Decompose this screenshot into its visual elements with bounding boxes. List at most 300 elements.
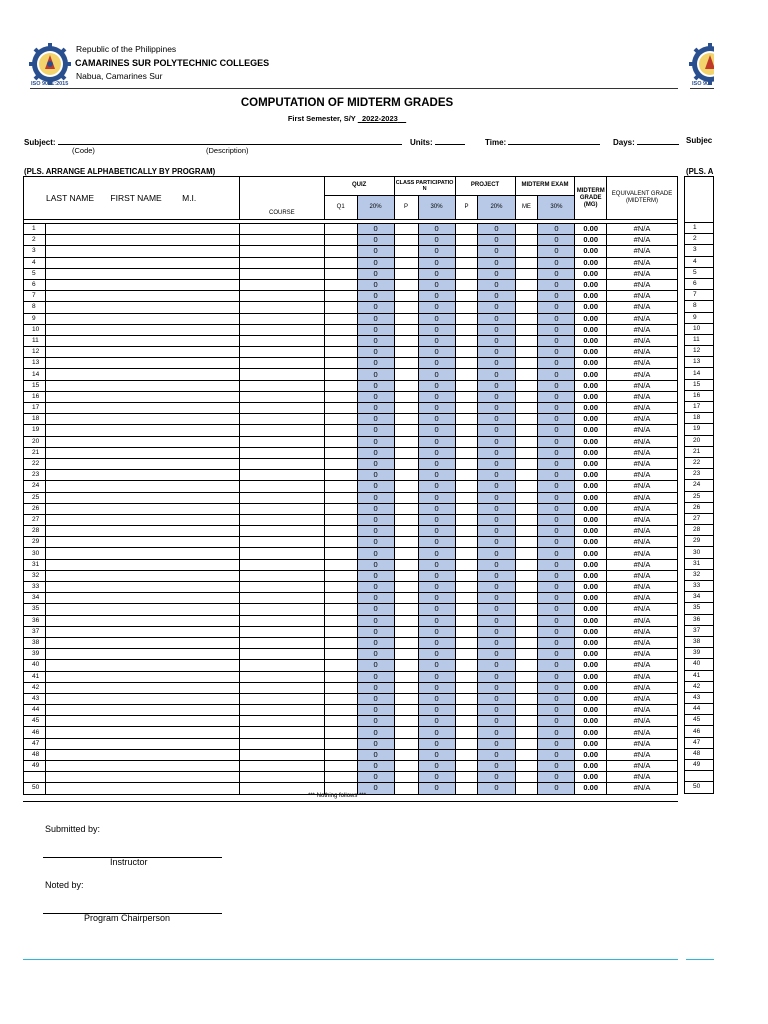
q1-cell[interactable] xyxy=(324,761,357,772)
name-cell[interactable] xyxy=(45,313,239,324)
exam-cell[interactable] xyxy=(515,380,538,391)
participation-cell[interactable] xyxy=(394,324,418,335)
name-cell[interactable] xyxy=(45,447,239,458)
q1-cell[interactable] xyxy=(324,559,357,570)
q1-cell[interactable] xyxy=(324,324,357,335)
participation-cell[interactable] xyxy=(394,369,418,380)
project-cell[interactable] xyxy=(455,705,478,716)
name-cell[interactable] xyxy=(45,761,239,772)
name-cell[interactable] xyxy=(45,470,239,481)
name-cell[interactable] xyxy=(45,783,239,794)
name-cell[interactable] xyxy=(45,604,239,615)
project-cell[interactable] xyxy=(455,783,478,794)
course-cell[interactable] xyxy=(239,235,324,246)
exam-cell[interactable] xyxy=(515,481,538,492)
name-cell[interactable] xyxy=(45,224,239,235)
name-cell[interactable] xyxy=(45,380,239,391)
project-cell[interactable] xyxy=(455,615,478,626)
name-cell[interactable] xyxy=(45,436,239,447)
course-cell[interactable] xyxy=(239,268,324,279)
course-cell[interactable] xyxy=(239,391,324,402)
course-cell[interactable] xyxy=(239,403,324,414)
course-cell[interactable] xyxy=(239,447,324,458)
project-cell[interactable] xyxy=(455,537,478,548)
participation-cell[interactable] xyxy=(394,604,418,615)
project-cell[interactable] xyxy=(455,335,478,346)
course-cell[interactable] xyxy=(239,414,324,425)
exam-cell[interactable] xyxy=(515,391,538,402)
exam-cell[interactable] xyxy=(515,649,538,660)
exam-cell[interactable] xyxy=(515,235,538,246)
q1-cell[interactable] xyxy=(324,492,357,503)
participation-cell[interactable] xyxy=(394,291,418,302)
course-cell[interactable] xyxy=(239,582,324,593)
name-cell[interactable] xyxy=(45,403,239,414)
q1-cell[interactable] xyxy=(324,470,357,481)
participation-cell[interactable] xyxy=(394,391,418,402)
name-cell[interactable] xyxy=(45,593,239,604)
course-cell[interactable] xyxy=(239,492,324,503)
name-cell[interactable] xyxy=(45,705,239,716)
project-cell[interactable] xyxy=(455,727,478,738)
name-cell[interactable] xyxy=(45,492,239,503)
course-cell[interactable] xyxy=(239,302,324,313)
exam-cell[interactable] xyxy=(515,335,538,346)
q1-cell[interactable] xyxy=(324,526,357,537)
participation-cell[interactable] xyxy=(394,458,418,469)
participation-cell[interactable] xyxy=(394,593,418,604)
exam-cell[interactable] xyxy=(515,526,538,537)
course-cell[interactable] xyxy=(239,626,324,637)
exam-cell[interactable] xyxy=(515,604,538,615)
participation-cell[interactable] xyxy=(394,727,418,738)
q1-cell[interactable] xyxy=(324,514,357,525)
course-cell[interactable] xyxy=(239,436,324,447)
project-cell[interactable] xyxy=(455,514,478,525)
course-cell[interactable] xyxy=(239,313,324,324)
course-cell[interactable] xyxy=(239,257,324,268)
project-cell[interactable] xyxy=(455,324,478,335)
participation-cell[interactable] xyxy=(394,425,418,436)
project-cell[interactable] xyxy=(455,749,478,760)
exam-cell[interactable] xyxy=(515,414,538,425)
project-cell[interactable] xyxy=(455,693,478,704)
q1-cell[interactable] xyxy=(324,671,357,682)
name-cell[interactable] xyxy=(45,582,239,593)
name-cell[interactable] xyxy=(45,749,239,760)
name-cell[interactable] xyxy=(45,660,239,671)
participation-cell[interactable] xyxy=(394,749,418,760)
exam-cell[interactable] xyxy=(515,347,538,358)
q1-cell[interactable] xyxy=(324,481,357,492)
participation-cell[interactable] xyxy=(394,559,418,570)
q1-cell[interactable] xyxy=(324,604,357,615)
q1-cell[interactable] xyxy=(324,425,357,436)
exam-cell[interactable] xyxy=(515,637,538,648)
project-cell[interactable] xyxy=(455,660,478,671)
course-cell[interactable] xyxy=(239,727,324,738)
exam-cell[interactable] xyxy=(515,492,538,503)
exam-cell[interactable] xyxy=(515,257,538,268)
participation-cell[interactable] xyxy=(394,526,418,537)
project-cell[interactable] xyxy=(455,313,478,324)
exam-cell[interactable] xyxy=(515,291,538,302)
project-cell[interactable] xyxy=(455,492,478,503)
course-cell[interactable] xyxy=(239,335,324,346)
participation-cell[interactable] xyxy=(394,772,418,783)
q1-cell[interactable] xyxy=(324,570,357,581)
course-cell[interactable] xyxy=(239,503,324,514)
participation-cell[interactable] xyxy=(394,470,418,481)
name-cell[interactable] xyxy=(45,279,239,290)
project-cell[interactable] xyxy=(455,391,478,402)
q1-cell[interactable] xyxy=(324,682,357,693)
participation-cell[interactable] xyxy=(394,235,418,246)
project-cell[interactable] xyxy=(455,257,478,268)
project-cell[interactable] xyxy=(455,481,478,492)
q1-cell[interactable] xyxy=(324,716,357,727)
project-cell[interactable] xyxy=(455,268,478,279)
q1-cell[interactable] xyxy=(324,649,357,660)
course-cell[interactable] xyxy=(239,570,324,581)
exam-cell[interactable] xyxy=(515,772,538,783)
name-cell[interactable] xyxy=(45,626,239,637)
exam-cell[interactable] xyxy=(515,738,538,749)
exam-cell[interactable] xyxy=(515,447,538,458)
name-cell[interactable] xyxy=(45,682,239,693)
name-cell[interactable] xyxy=(45,324,239,335)
q1-cell[interactable] xyxy=(324,235,357,246)
project-cell[interactable] xyxy=(455,302,478,313)
exam-cell[interactable] xyxy=(515,749,538,760)
course-cell[interactable] xyxy=(239,347,324,358)
name-cell[interactable] xyxy=(45,514,239,525)
participation-cell[interactable] xyxy=(394,570,418,581)
q1-cell[interactable] xyxy=(324,582,357,593)
participation-cell[interactable] xyxy=(394,537,418,548)
exam-cell[interactable] xyxy=(515,458,538,469)
project-cell[interactable] xyxy=(455,224,478,235)
exam-cell[interactable] xyxy=(515,279,538,290)
exam-cell[interactable] xyxy=(515,593,538,604)
course-cell[interactable] xyxy=(239,637,324,648)
course-cell[interactable] xyxy=(239,537,324,548)
exam-cell[interactable] xyxy=(515,727,538,738)
participation-cell[interactable] xyxy=(394,693,418,704)
course-cell[interactable] xyxy=(239,604,324,615)
q1-cell[interactable] xyxy=(324,224,357,235)
name-cell[interactable] xyxy=(45,414,239,425)
exam-cell[interactable] xyxy=(515,302,538,313)
project-cell[interactable] xyxy=(455,716,478,727)
q1-cell[interactable] xyxy=(324,335,357,346)
name-cell[interactable] xyxy=(45,503,239,514)
project-cell[interactable] xyxy=(455,593,478,604)
exam-cell[interactable] xyxy=(515,403,538,414)
project-cell[interactable] xyxy=(455,738,478,749)
q1-cell[interactable] xyxy=(324,705,357,716)
participation-cell[interactable] xyxy=(394,492,418,503)
q1-cell[interactable] xyxy=(324,727,357,738)
course-cell[interactable] xyxy=(239,470,324,481)
project-cell[interactable] xyxy=(455,414,478,425)
course-cell[interactable] xyxy=(239,526,324,537)
q1-cell[interactable] xyxy=(324,593,357,604)
participation-cell[interactable] xyxy=(394,761,418,772)
exam-cell[interactable] xyxy=(515,369,538,380)
name-cell[interactable] xyxy=(45,347,239,358)
course-cell[interactable] xyxy=(239,358,324,369)
participation-cell[interactable] xyxy=(394,436,418,447)
days-field[interactable] xyxy=(613,136,679,147)
participation-cell[interactable] xyxy=(394,358,418,369)
name-cell[interactable] xyxy=(45,335,239,346)
participation-cell[interactable] xyxy=(394,503,418,514)
course-cell[interactable] xyxy=(239,693,324,704)
q1-cell[interactable] xyxy=(324,447,357,458)
name-cell[interactable] xyxy=(45,615,239,626)
q1-cell[interactable] xyxy=(324,436,357,447)
exam-cell[interactable] xyxy=(515,761,538,772)
name-cell[interactable] xyxy=(45,738,239,749)
name-cell[interactable] xyxy=(45,526,239,537)
participation-cell[interactable] xyxy=(394,335,418,346)
q1-cell[interactable] xyxy=(324,291,357,302)
q1-cell[interactable] xyxy=(324,414,357,425)
project-cell[interactable] xyxy=(455,458,478,469)
participation-cell[interactable] xyxy=(394,716,418,727)
participation-cell[interactable] xyxy=(394,548,418,559)
name-cell[interactable] xyxy=(45,458,239,469)
exam-cell[interactable] xyxy=(515,615,538,626)
exam-cell[interactable] xyxy=(515,660,538,671)
exam-cell[interactable] xyxy=(515,716,538,727)
course-cell[interactable] xyxy=(239,716,324,727)
name-cell[interactable] xyxy=(45,257,239,268)
q1-cell[interactable] xyxy=(324,369,357,380)
q1-cell[interactable] xyxy=(324,749,357,760)
project-cell[interactable] xyxy=(455,369,478,380)
course-cell[interactable] xyxy=(239,481,324,492)
participation-cell[interactable] xyxy=(394,447,418,458)
q1-cell[interactable] xyxy=(324,246,357,257)
project-cell[interactable] xyxy=(455,604,478,615)
project-cell[interactable] xyxy=(455,671,478,682)
exam-cell[interactable] xyxy=(515,358,538,369)
name-cell[interactable] xyxy=(45,671,239,682)
q1-cell[interactable] xyxy=(324,615,357,626)
exam-cell[interactable] xyxy=(515,268,538,279)
participation-cell[interactable] xyxy=(394,682,418,693)
exam-cell[interactable] xyxy=(515,570,538,581)
name-cell[interactable] xyxy=(45,302,239,313)
q1-cell[interactable] xyxy=(324,637,357,648)
project-cell[interactable] xyxy=(455,279,478,290)
days-blank[interactable] xyxy=(637,136,679,145)
q1-cell[interactable] xyxy=(324,358,357,369)
project-cell[interactable] xyxy=(455,470,478,481)
course-cell[interactable] xyxy=(239,224,324,235)
project-cell[interactable] xyxy=(455,526,478,537)
q1-cell[interactable] xyxy=(324,503,357,514)
exam-cell[interactable] xyxy=(515,425,538,436)
project-cell[interactable] xyxy=(455,436,478,447)
participation-cell[interactable] xyxy=(394,246,418,257)
project-cell[interactable] xyxy=(455,761,478,772)
name-cell[interactable] xyxy=(45,693,239,704)
participation-cell[interactable] xyxy=(394,582,418,593)
participation-cell[interactable] xyxy=(394,302,418,313)
course-cell[interactable] xyxy=(239,324,324,335)
project-cell[interactable] xyxy=(455,559,478,570)
project-cell[interactable] xyxy=(455,447,478,458)
q1-cell[interactable] xyxy=(324,626,357,637)
exam-cell[interactable] xyxy=(515,783,538,794)
project-cell[interactable] xyxy=(455,682,478,693)
name-cell[interactable] xyxy=(45,727,239,738)
exam-cell[interactable] xyxy=(515,626,538,637)
name-cell[interactable] xyxy=(45,570,239,581)
course-cell[interactable] xyxy=(239,593,324,604)
name-cell[interactable] xyxy=(45,369,239,380)
course-cell[interactable] xyxy=(239,705,324,716)
course-cell[interactable] xyxy=(239,649,324,660)
exam-cell[interactable] xyxy=(515,324,538,335)
exam-cell[interactable] xyxy=(515,470,538,481)
units-blank[interactable] xyxy=(435,136,465,145)
exam-cell[interactable] xyxy=(515,537,538,548)
project-cell[interactable] xyxy=(455,347,478,358)
q1-cell[interactable] xyxy=(324,660,357,671)
time-blank[interactable] xyxy=(508,136,600,145)
name-cell[interactable] xyxy=(45,246,239,257)
name-cell[interactable] xyxy=(45,268,239,279)
units-field[interactable] xyxy=(410,136,465,147)
course-cell[interactable] xyxy=(239,671,324,682)
project-cell[interactable] xyxy=(455,425,478,436)
project-cell[interactable] xyxy=(455,235,478,246)
project-cell[interactable] xyxy=(455,403,478,414)
exam-cell[interactable] xyxy=(515,705,538,716)
q1-cell[interactable] xyxy=(324,268,357,279)
participation-cell[interactable] xyxy=(394,279,418,290)
project-cell[interactable] xyxy=(455,291,478,302)
course-cell[interactable] xyxy=(239,369,324,380)
project-cell[interactable] xyxy=(455,772,478,783)
participation-cell[interactable] xyxy=(394,660,418,671)
course-cell[interactable] xyxy=(239,761,324,772)
name-cell[interactable] xyxy=(45,358,239,369)
name-cell[interactable] xyxy=(45,291,239,302)
participation-cell[interactable] xyxy=(394,268,418,279)
course-cell[interactable] xyxy=(239,660,324,671)
q1-cell[interactable] xyxy=(324,693,357,704)
exam-cell[interactable] xyxy=(515,682,538,693)
name-cell[interactable] xyxy=(45,716,239,727)
participation-cell[interactable] xyxy=(394,637,418,648)
project-cell[interactable] xyxy=(455,503,478,514)
course-cell[interactable] xyxy=(239,291,324,302)
course-cell[interactable] xyxy=(239,772,324,783)
exam-cell[interactable] xyxy=(515,503,538,514)
exam-cell[interactable] xyxy=(515,671,538,682)
course-cell[interactable] xyxy=(239,682,324,693)
q1-cell[interactable] xyxy=(324,458,357,469)
subject-blank[interactable] xyxy=(58,136,402,145)
q1-cell[interactable] xyxy=(324,313,357,324)
exam-cell[interactable] xyxy=(515,559,538,570)
project-cell[interactable] xyxy=(455,582,478,593)
name-cell[interactable] xyxy=(45,235,239,246)
course-cell[interactable] xyxy=(239,548,324,559)
exam-cell[interactable] xyxy=(515,436,538,447)
participation-cell[interactable] xyxy=(394,626,418,637)
name-cell[interactable] xyxy=(45,548,239,559)
participation-cell[interactable] xyxy=(394,615,418,626)
participation-cell[interactable] xyxy=(394,414,418,425)
participation-cell[interactable] xyxy=(394,738,418,749)
project-cell[interactable] xyxy=(455,380,478,391)
time-field[interactable] xyxy=(485,136,600,147)
course-cell[interactable] xyxy=(239,738,324,749)
exam-cell[interactable] xyxy=(515,246,538,257)
participation-cell[interactable] xyxy=(394,380,418,391)
exam-cell[interactable] xyxy=(515,693,538,704)
name-cell[interactable] xyxy=(45,537,239,548)
course-cell[interactable] xyxy=(239,559,324,570)
participation-cell[interactable] xyxy=(394,224,418,235)
participation-cell[interactable] xyxy=(394,671,418,682)
name-cell[interactable] xyxy=(45,649,239,660)
q1-cell[interactable] xyxy=(324,347,357,358)
q1-cell[interactable] xyxy=(324,537,357,548)
participation-cell[interactable] xyxy=(394,257,418,268)
participation-cell[interactable] xyxy=(394,481,418,492)
course-cell[interactable] xyxy=(239,458,324,469)
q1-cell[interactable] xyxy=(324,302,357,313)
name-cell[interactable] xyxy=(45,772,239,783)
name-cell[interactable] xyxy=(45,559,239,570)
q1-cell[interactable] xyxy=(324,279,357,290)
name-cell[interactable] xyxy=(45,637,239,648)
course-cell[interactable] xyxy=(239,514,324,525)
exam-cell[interactable] xyxy=(515,548,538,559)
project-cell[interactable] xyxy=(455,548,478,559)
course-cell[interactable] xyxy=(239,279,324,290)
project-cell[interactable] xyxy=(455,649,478,660)
q1-cell[interactable] xyxy=(324,380,357,391)
project-cell[interactable] xyxy=(455,246,478,257)
exam-cell[interactable] xyxy=(515,514,538,525)
course-cell[interactable] xyxy=(239,615,324,626)
q1-cell[interactable] xyxy=(324,548,357,559)
participation-cell[interactable] xyxy=(394,514,418,525)
name-cell[interactable] xyxy=(45,391,239,402)
q1-cell[interactable] xyxy=(324,738,357,749)
exam-cell[interactable] xyxy=(515,313,538,324)
course-cell[interactable] xyxy=(239,246,324,257)
project-cell[interactable] xyxy=(455,358,478,369)
participation-cell[interactable] xyxy=(394,347,418,358)
project-cell[interactable] xyxy=(455,637,478,648)
course-cell[interactable] xyxy=(239,425,324,436)
name-cell[interactable] xyxy=(45,481,239,492)
exam-cell[interactable] xyxy=(515,224,538,235)
q1-cell[interactable] xyxy=(324,391,357,402)
participation-cell[interactable] xyxy=(394,783,418,794)
q1-cell[interactable] xyxy=(324,403,357,414)
q1-cell[interactable] xyxy=(324,772,357,783)
